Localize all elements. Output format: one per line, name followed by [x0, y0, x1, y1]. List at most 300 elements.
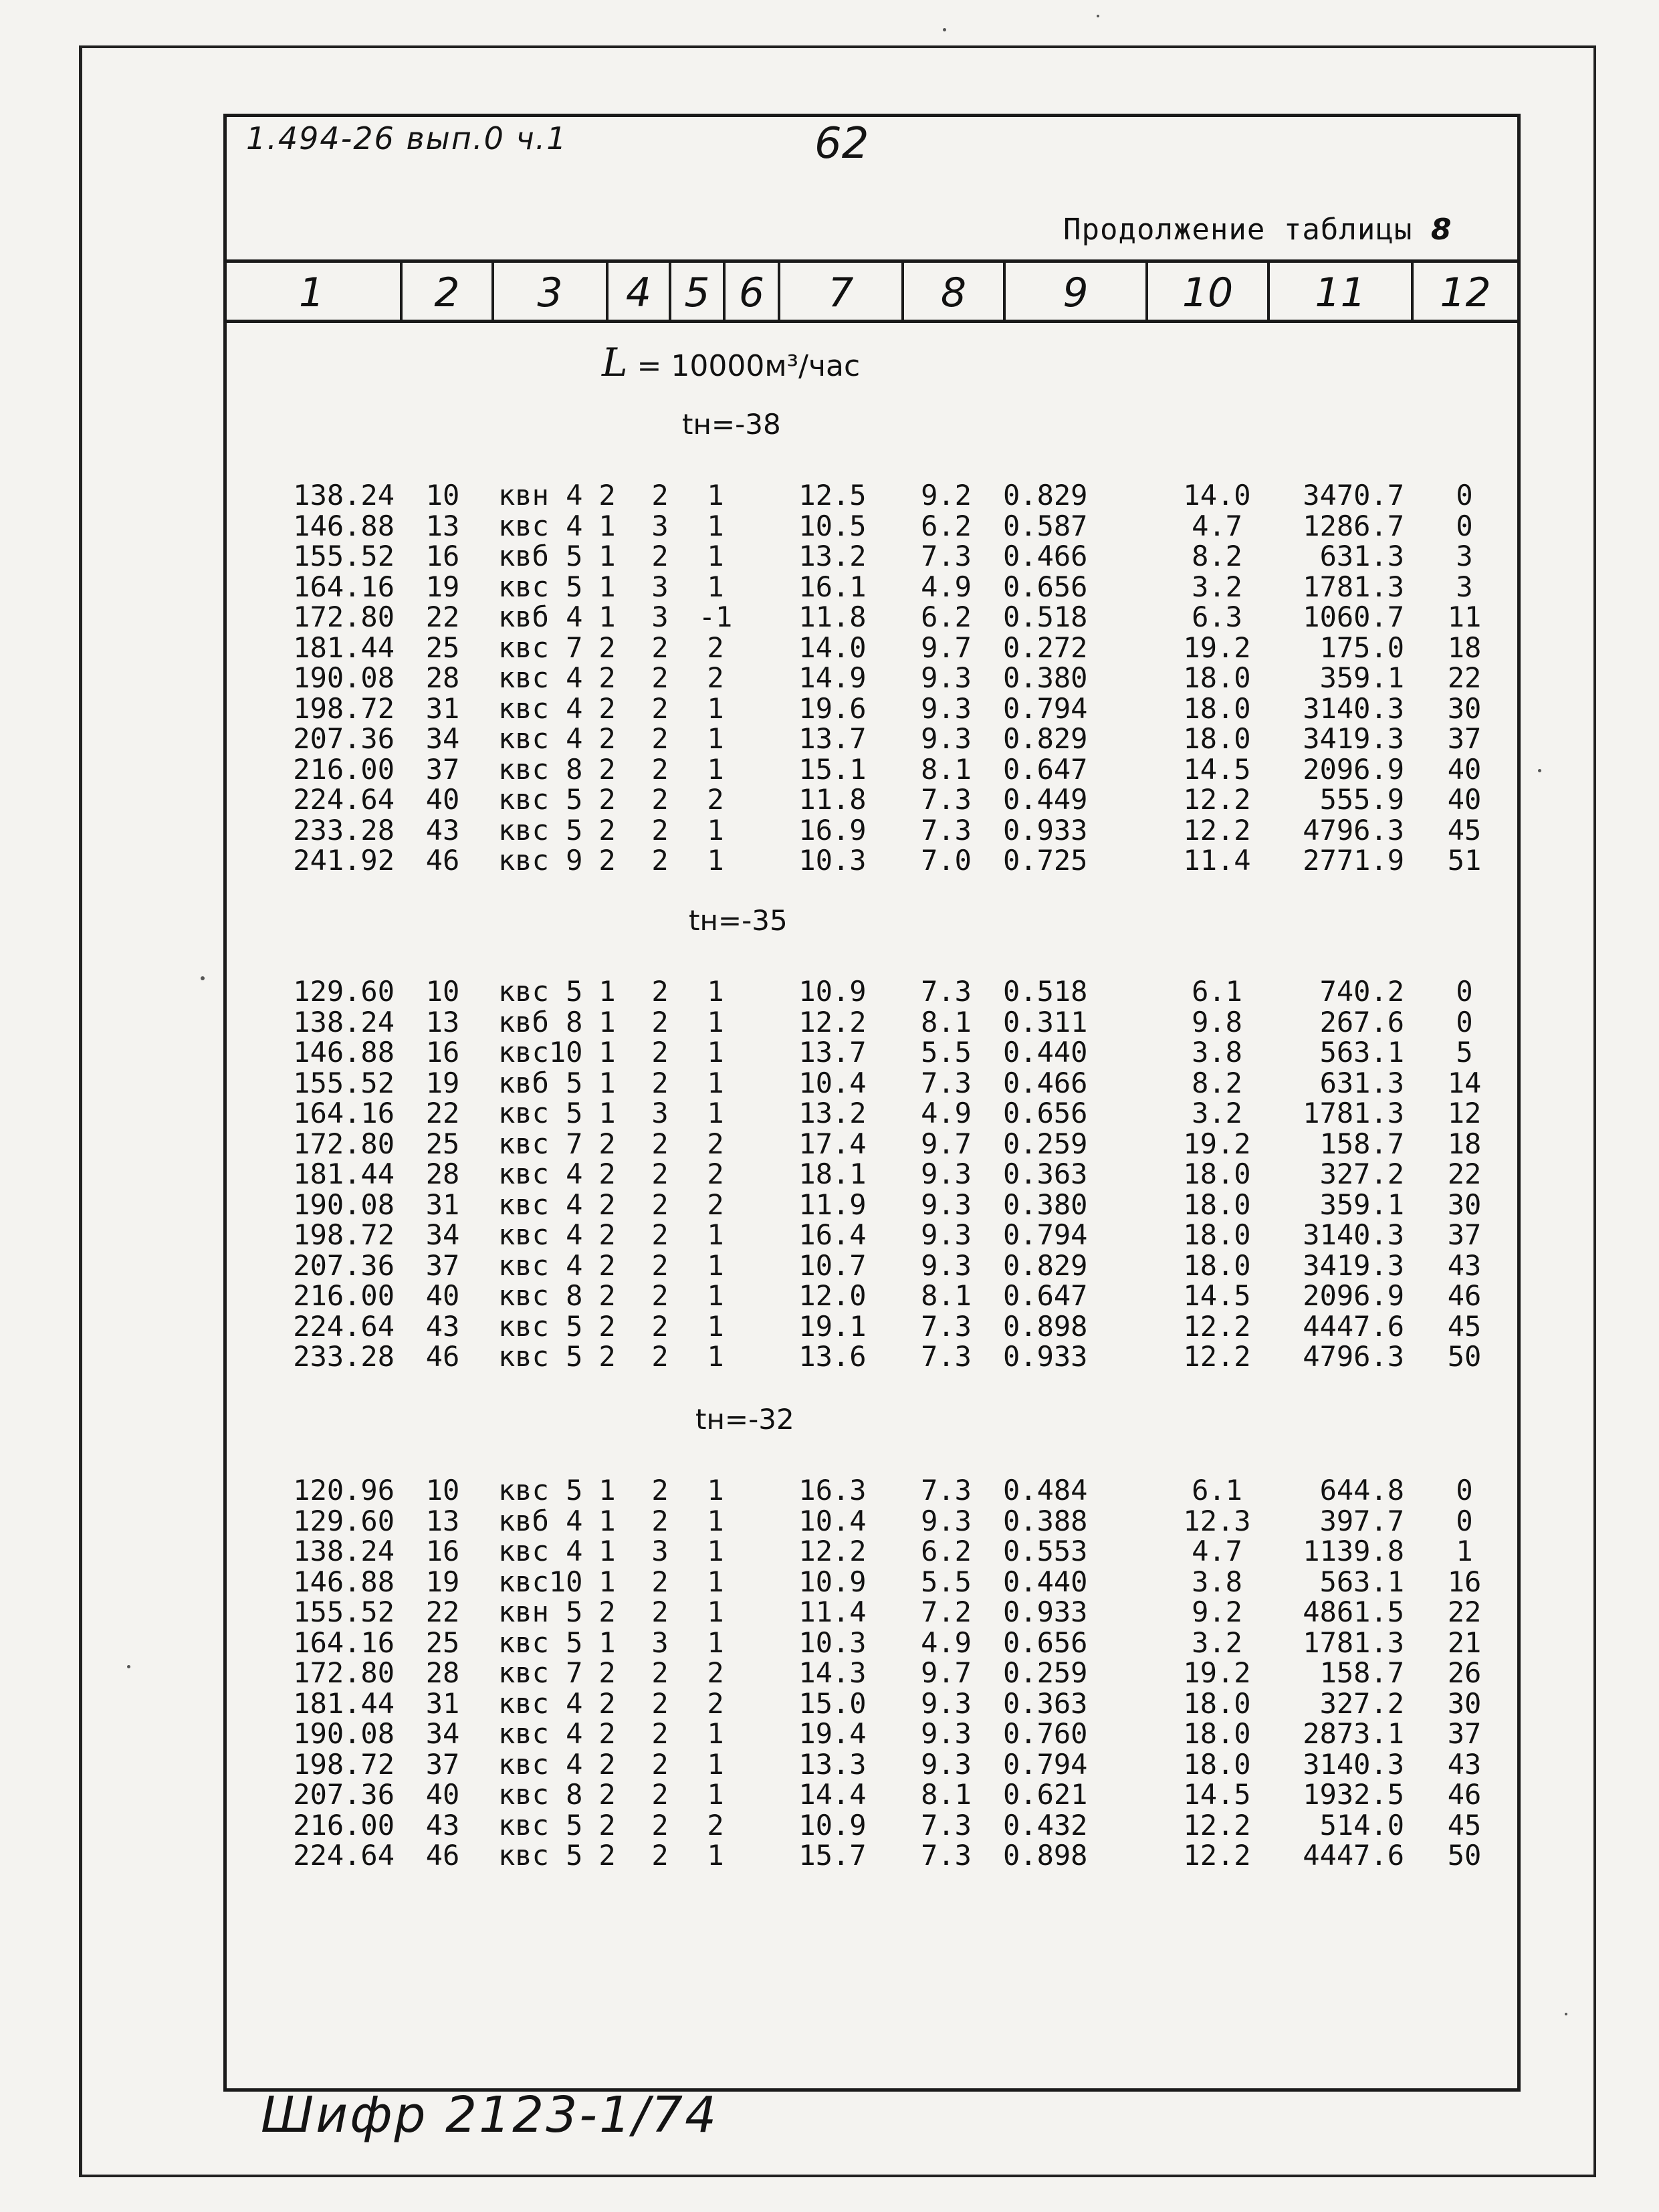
table-cell: 10.9 — [798, 1565, 867, 1598]
table-cell: 13 — [425, 509, 460, 542]
table-cell: 2 — [651, 1248, 669, 1282]
table-cell: 158.7 — [1319, 1127, 1404, 1160]
table-cell: 4796.3 — [1303, 813, 1404, 847]
table-cell: 19 — [425, 1565, 460, 1598]
table-cell: 1 — [707, 1626, 724, 1659]
table-number: 8 — [1430, 213, 1452, 247]
table-cell: 9.3 — [921, 1188, 972, 1221]
table-cell: 172.80 — [293, 1656, 395, 1689]
table-row — [267, 693, 1511, 724]
table-cell: 12.2 — [1183, 1839, 1251, 1872]
table-cell: 1 — [707, 1565, 724, 1598]
column-header: 3 — [537, 269, 563, 316]
table-cell: 1 — [707, 1097, 724, 1129]
table-cell: 19 — [425, 1066, 460, 1099]
table-cell: 155.52 — [293, 540, 395, 572]
table-cell: 2 — [598, 1808, 616, 1842]
table-cell: 2 — [651, 1747, 669, 1781]
table-cell: 2 — [598, 1279, 616, 1312]
table-cell: 359.1 — [1319, 661, 1404, 694]
table-cell: 18 — [1447, 1127, 1482, 1160]
table-cell: 14 — [1447, 1066, 1482, 1099]
table-cell: 1 — [598, 600, 616, 633]
column-header: 5 — [684, 269, 710, 316]
table-cell: 1286.7 — [1303, 509, 1404, 542]
table-cell: 0.587 — [1003, 509, 1088, 542]
table-cell: 1 — [598, 1626, 616, 1659]
table-cell: 9.3 — [921, 722, 972, 755]
table-cell: 2 — [707, 1686, 724, 1720]
table-cell: 2 — [598, 783, 616, 816]
table-cell: 2 — [598, 1595, 616, 1628]
table-cell: 22 — [425, 1595, 460, 1628]
table-cell: 9.3 — [921, 691, 972, 725]
table-cell: 3419.3 — [1303, 722, 1404, 755]
table-cell: 2 — [651, 1778, 669, 1811]
table-cell: 6.2 — [921, 1535, 972, 1567]
table-cell: 31 — [425, 1188, 460, 1221]
table-cell: квс 4 — [498, 722, 583, 755]
table-cell: 46 — [1447, 1279, 1482, 1312]
table-cell: 5.5 — [921, 1036, 972, 1069]
table-cell: квс 4 — [498, 1157, 583, 1190]
table-cell: 190.08 — [293, 1188, 395, 1221]
table-cell: 9.3 — [921, 1248, 972, 1282]
table-cell: квб 5 — [498, 1066, 583, 1099]
table-cell: 3140.3 — [1303, 1218, 1404, 1251]
table-cell: 631.3 — [1319, 540, 1404, 572]
table-cell: 1 — [707, 479, 724, 512]
table-cell: 16.4 — [798, 1218, 867, 1251]
table-cell: 10.3 — [798, 844, 867, 877]
table-cell: 190.08 — [293, 1717, 395, 1750]
table-cell: 0.656 — [1003, 570, 1088, 603]
table-cell: 16 — [425, 1036, 460, 1069]
table-cell: 1 — [707, 1504, 724, 1537]
table-cell: 37 — [425, 1248, 460, 1282]
table-cell: квб 8 — [498, 1005, 583, 1038]
table-cell: 0.794 — [1003, 1218, 1088, 1251]
table-cell: 9.3 — [921, 1218, 972, 1251]
table-cell: 0.432 — [1003, 1808, 1088, 1842]
table-cell: квс 9 — [498, 844, 583, 877]
column-header: 7 — [828, 269, 854, 316]
table-cell: квб 5 — [498, 540, 583, 572]
table-cell: 0.484 — [1003, 1474, 1088, 1507]
table-cell: 11.4 — [1183, 844, 1251, 877]
table-cell: квс 5 — [498, 1626, 583, 1659]
table-cell: 6.1 — [1192, 1474, 1242, 1507]
table-cell: 216.00 — [293, 1279, 395, 1312]
table-cell: 16.3 — [798, 1474, 867, 1507]
table-cell: 9.3 — [921, 1157, 972, 1190]
table-cell: 0.311 — [1003, 1005, 1088, 1038]
table-cell: 18.0 — [1183, 1248, 1251, 1282]
table-row — [267, 1190, 1511, 1220]
table-cell: 40 — [425, 1778, 460, 1811]
table-row — [267, 1719, 1511, 1749]
table-cell: 14.0 — [798, 631, 867, 664]
table-cell: 2 — [651, 1565, 669, 1598]
table-cell: 0 — [1456, 1005, 1473, 1038]
section-label: tн=-38 — [682, 408, 781, 441]
table-cell: 2 — [598, 1340, 616, 1373]
column-header: 10 — [1182, 269, 1234, 316]
table-cell: 3 — [651, 600, 669, 633]
table-cell: 2 — [707, 1188, 724, 1221]
table-row — [267, 1688, 1511, 1719]
table-row — [267, 724, 1511, 754]
table-cell: 1 — [598, 570, 616, 603]
table-cell: 31 — [425, 1686, 460, 1720]
table-cell: 563.1 — [1319, 1036, 1404, 1069]
column-header: 1 — [298, 269, 325, 316]
table-cell: 2 — [651, 1005, 669, 1038]
table-cell: 51 — [1447, 844, 1482, 877]
table-cell: 10 — [425, 479, 460, 512]
table-cell: 0.829 — [1003, 479, 1088, 512]
table-cell: 2 — [598, 1157, 616, 1190]
table-cell: 2 — [598, 1248, 616, 1282]
table-row — [267, 1597, 1511, 1628]
table-cell: квс 5 — [498, 1340, 583, 1373]
table-cell: 18.1 — [798, 1157, 867, 1190]
table-cell: 28 — [425, 661, 460, 694]
table-cell: 138.24 — [293, 1005, 395, 1038]
table-cell: 18.0 — [1183, 1188, 1251, 1221]
table-cell: 0.933 — [1003, 813, 1088, 847]
table-cell: 0.656 — [1003, 1626, 1088, 1659]
table-cell: 0.388 — [1003, 1504, 1088, 1537]
table-cell: 50 — [1447, 1839, 1482, 1872]
table-cell: 13.3 — [798, 1747, 867, 1781]
table-row — [267, 663, 1511, 693]
table-cell: 1 — [707, 540, 724, 572]
table-cell: 1781.3 — [1303, 1097, 1404, 1129]
table-cell: 7.3 — [921, 1340, 972, 1373]
table-cell: 0.898 — [1003, 1839, 1088, 1872]
table-row — [267, 1567, 1511, 1597]
page-number: 62 — [814, 119, 869, 169]
flow-value: = 10000м³/час — [637, 349, 861, 383]
table-row — [267, 1628, 1511, 1658]
table-cell: 198.72 — [293, 1747, 395, 1781]
table-cell: 129.60 — [293, 1504, 395, 1537]
table-cell: 740.2 — [1319, 975, 1404, 1008]
table-cell: 8.1 — [921, 752, 972, 786]
table-cell: 11 — [1447, 600, 1482, 633]
table-cell: 2 — [707, 661, 724, 694]
table-cell: 46 — [425, 1839, 460, 1872]
table-cell: 1 — [707, 1717, 724, 1750]
column-header: 11 — [1315, 269, 1366, 316]
table-cell: 0.363 — [1003, 1157, 1088, 1190]
table-cell: 146.88 — [293, 509, 395, 542]
table-cell: квс 4 — [498, 1686, 583, 1720]
table-cell: 14.4 — [798, 1778, 867, 1811]
table-cell: 21 — [1447, 1626, 1482, 1659]
table-cell: 12.3 — [1183, 1504, 1251, 1537]
table-cell: 0.760 — [1003, 1717, 1088, 1750]
table-cell: 12.2 — [798, 1535, 867, 1567]
table-cell: 12.5 — [798, 479, 867, 512]
column-header: 12 — [1440, 269, 1491, 316]
table-cell: 7.3 — [921, 540, 972, 572]
table-cell: 2 — [598, 1747, 616, 1781]
table-cell: 10.4 — [798, 1504, 867, 1537]
table-cell: квс10 — [498, 1565, 583, 1598]
table-cell: 22 — [1447, 661, 1482, 694]
table-cell: 207.36 — [293, 1778, 395, 1811]
table-cell: 40 — [1447, 783, 1482, 816]
table-cell: 2 — [651, 752, 669, 786]
table-cell: 1 — [707, 1309, 724, 1343]
table-row — [267, 1341, 1511, 1372]
section-label: tн=-35 — [689, 904, 788, 937]
table-cell: 2 — [707, 631, 724, 664]
table-cell: 2 — [707, 783, 724, 816]
table-cell: 1 — [598, 540, 616, 572]
table-cell: 45 — [1447, 1309, 1482, 1343]
table-cell: 3 — [651, 1626, 669, 1659]
table-cell: 11.4 — [798, 1595, 867, 1628]
table-row — [267, 1475, 1511, 1506]
table-cell: квс 4 — [498, 1218, 583, 1251]
table-cell: 18 — [1447, 631, 1482, 664]
table-cell: 12.2 — [1183, 1340, 1251, 1373]
table-cell: 2 — [651, 479, 669, 512]
table-cell: 1 — [707, 1036, 724, 1069]
table-cell: квс 4 — [498, 1747, 583, 1781]
table-cell: 19.2 — [1183, 1127, 1251, 1160]
table-cell: 207.36 — [293, 1248, 395, 1282]
table-cell: 34 — [425, 1717, 460, 1750]
table-cell: 4.9 — [921, 1626, 972, 1659]
table-cell: 172.80 — [293, 600, 395, 633]
table-cell: 3470.7 — [1303, 479, 1404, 512]
table-cell: 43 — [1447, 1747, 1482, 1781]
table-cell: 22 — [425, 1097, 460, 1129]
table-cell: 4.9 — [921, 570, 972, 603]
table-cell: 3140.3 — [1303, 1747, 1404, 1781]
table-cell: 0.656 — [1003, 1097, 1088, 1129]
table-cell: 12.0 — [798, 1279, 867, 1312]
table-cell: 37 — [1447, 1218, 1482, 1251]
table-cell: 43 — [425, 1808, 460, 1842]
table-cell: 1 — [707, 752, 724, 786]
table-cell: 19.2 — [1183, 1656, 1251, 1689]
column-header: 8 — [940, 269, 967, 316]
table-cell: 0.440 — [1003, 1565, 1088, 1598]
table-cell: 13.7 — [798, 722, 867, 755]
table-cell: 9.7 — [921, 1127, 972, 1160]
table-cell: 0.829 — [1003, 1248, 1088, 1282]
table-cell: 563.1 — [1319, 1565, 1404, 1598]
table-cell: 12.2 — [1183, 813, 1251, 847]
table-cell: 2 — [707, 1656, 724, 1689]
table-cell: 30 — [1447, 691, 1482, 725]
table-cell: 2873.1 — [1303, 1717, 1404, 1750]
table-cell: 14.3 — [798, 1656, 867, 1689]
table-cell: 155.52 — [293, 1595, 395, 1628]
table-cell: 2 — [651, 783, 669, 816]
table-cell: 19.1 — [798, 1309, 867, 1343]
table-cell: 46 — [425, 844, 460, 877]
table-cell: 1 — [598, 1066, 616, 1099]
table-cell: 1 — [707, 1279, 724, 1312]
table-cell: 28 — [425, 1656, 460, 1689]
table-cell: 233.28 — [293, 1340, 395, 1373]
table-cell: 2 — [651, 1595, 669, 1628]
table-cell: 43 — [425, 1309, 460, 1343]
table-cell: 8.2 — [1192, 540, 1242, 572]
table-cell: 2 — [598, 1686, 616, 1720]
table-cell: 16.1 — [798, 570, 867, 603]
table-cell: 2 — [651, 1309, 669, 1343]
table-cell: квс 7 — [498, 631, 583, 664]
table-row — [267, 1658, 1511, 1688]
cipher-label: Шифр 2123-1/74 — [261, 2086, 719, 2144]
table-cell: 28 — [425, 1157, 460, 1190]
table-cell: 4.9 — [921, 1097, 972, 1129]
table-cell: 172.80 — [293, 1127, 395, 1160]
table-cell: квс 5 — [498, 1839, 583, 1872]
table-cell: 22 — [1447, 1595, 1482, 1628]
table-cell: 9.7 — [921, 631, 972, 664]
table-cell: 644.8 — [1319, 1474, 1404, 1507]
table-cell: 37 — [425, 752, 460, 786]
table-cell: 181.44 — [293, 1686, 395, 1720]
table-cell: квс 4 — [498, 1248, 583, 1282]
table-row — [267, 815, 1511, 846]
table-cell: 181.44 — [293, 1157, 395, 1190]
table-row — [267, 1506, 1511, 1537]
table-cell: 18.0 — [1183, 1717, 1251, 1750]
table-cell: 16 — [1447, 1565, 1482, 1598]
table-cell: 3 — [651, 570, 669, 603]
table-cell: 2 — [651, 1279, 669, 1312]
table-cell: 7.3 — [921, 1066, 972, 1099]
table-cell: квс 7 — [498, 1656, 583, 1689]
table-cell: квс 4 — [498, 1188, 583, 1221]
table-cell: 0.466 — [1003, 1066, 1088, 1099]
table-cell: 3.8 — [1192, 1565, 1242, 1598]
table-cell: 155.52 — [293, 1066, 395, 1099]
table-cell: 9.3 — [921, 1747, 972, 1781]
column-header: 2 — [434, 269, 460, 316]
table-cell: 9.8 — [1192, 1005, 1242, 1038]
table-cell: 1 — [598, 1504, 616, 1537]
table-cell: 1 — [598, 1565, 616, 1598]
table-cell: 25 — [425, 1626, 460, 1659]
table-cell: 2 — [598, 1188, 616, 1221]
table-row — [267, 480, 1511, 511]
table-row — [267, 511, 1511, 542]
table-cell: 224.64 — [293, 1309, 395, 1343]
table-cell: 146.88 — [293, 1565, 395, 1598]
table-cell: 158.7 — [1319, 1656, 1404, 1689]
table-cell: 9.3 — [921, 661, 972, 694]
table-cell: 164.16 — [293, 1626, 395, 1659]
table-cell: квс 5 — [498, 1474, 583, 1507]
table-cell: 2 — [707, 1808, 724, 1842]
table-cell: 2 — [598, 1839, 616, 1872]
table-cell: 2 — [651, 844, 669, 877]
table-cell: 1 — [707, 1066, 724, 1099]
table-cell: 6.2 — [921, 600, 972, 633]
table-cell: 18.0 — [1183, 722, 1251, 755]
table-cell: 7.2 — [921, 1595, 972, 1628]
table-cell: 1 — [598, 1036, 616, 1069]
table-cell: 8.2 — [1192, 1066, 1242, 1099]
table-cell: 8.1 — [921, 1778, 972, 1811]
table-cell: 9.7 — [921, 1656, 972, 1689]
table-cell: 1 — [707, 1535, 724, 1567]
table-cell: 14.5 — [1183, 752, 1251, 786]
table-cell: квс 8 — [498, 752, 583, 786]
table-cell: 3419.3 — [1303, 1248, 1404, 1282]
header-rule-bottom — [223, 320, 1521, 323]
table-cell: квс 7 — [498, 1127, 583, 1160]
table-cell: 2 — [598, 844, 616, 877]
table-cell: 34 — [425, 722, 460, 755]
table-cell: 1 — [707, 1778, 724, 1811]
table-cell: 30 — [1447, 1188, 1482, 1221]
table-row — [267, 1007, 1511, 1038]
table-cell: 7.3 — [921, 1839, 972, 1872]
table-cell: 2 — [598, 813, 616, 847]
table-cell: 2 — [598, 1218, 616, 1251]
table-cell: 8.1 — [921, 1279, 972, 1312]
table-cell: 16 — [425, 540, 460, 572]
table-row — [267, 754, 1511, 785]
table-cell: 37 — [1447, 722, 1482, 755]
table-cell: 10.3 — [798, 1626, 867, 1659]
table-cell: 175.0 — [1319, 631, 1404, 664]
table-caption — [1063, 213, 1452, 247]
table-cell: 0.898 — [1003, 1309, 1088, 1343]
table-cell: 3 — [651, 1097, 669, 1129]
table-cell: 13.6 — [798, 1340, 867, 1373]
table-cell: 13.2 — [798, 540, 867, 572]
table-cell: 7.3 — [921, 975, 972, 1008]
table-cell: 25 — [425, 631, 460, 664]
table-cell: 19.6 — [798, 691, 867, 725]
table-cell: 31 — [425, 691, 460, 725]
table-cell: квн 5 — [498, 1595, 583, 1628]
table-cell: 2 — [651, 1474, 669, 1507]
table-cell: 1 — [598, 1097, 616, 1129]
table-cell: 2 — [598, 661, 616, 694]
table-cell: 1781.3 — [1303, 570, 1404, 603]
table-cell: 5 — [1456, 1036, 1473, 1069]
table-cell: 2 — [598, 479, 616, 512]
table-cell: 2 — [651, 1218, 669, 1251]
table-cell: квн 4 — [498, 479, 583, 512]
table-cell: 224.64 — [293, 783, 395, 816]
table-cell: 1 — [707, 1248, 724, 1282]
table-cell: 1 — [707, 1839, 724, 1872]
table-cell: 7.3 — [921, 813, 972, 847]
table-cell: 1 — [707, 844, 724, 877]
table-cell: 3 — [651, 1535, 669, 1567]
table-cell: 3.8 — [1192, 1036, 1242, 1069]
table-cell: 4.7 — [1192, 1535, 1242, 1567]
table-cell: 0 — [1456, 1474, 1473, 1507]
table-row — [267, 784, 1511, 815]
table-cell: 2 — [651, 1504, 669, 1537]
table-cell: 198.72 — [293, 1218, 395, 1251]
